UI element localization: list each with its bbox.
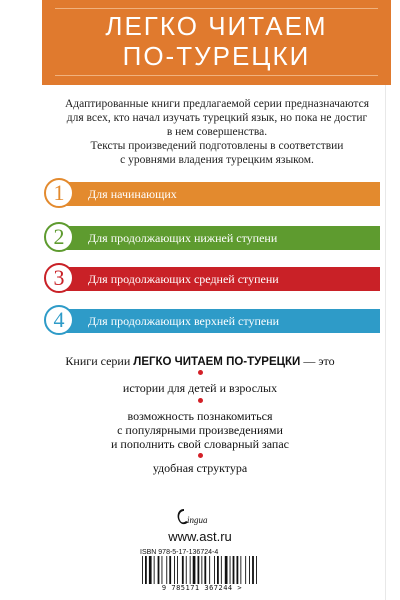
intro-line: Адаптированные книги предлагаемой серии предназначаются: [65, 98, 369, 110]
svg-text:ingua: ingua: [187, 515, 208, 525]
level-row-4: [44, 305, 380, 337]
barcode-bar: [193, 556, 196, 584]
level-label: Для продолжающих нижней ступени: [88, 231, 278, 245]
publisher-website: www.ast.ru: [168, 529, 232, 544]
lingua-logo: [170, 506, 230, 528]
series-title-line-1: ЛЕГКО ЧИТАЕМ: [105, 11, 328, 41]
level-row-2: [44, 222, 380, 254]
level-label: Для начинающих: [88, 187, 177, 201]
books-series-name: ЛЕГКО ЧИТАЕМ ПО-ТУРЕЦКИ: [133, 356, 301, 368]
books-heading-prefix: Книги серии: [65, 354, 134, 368]
level-number-badge: 4: [44, 305, 74, 335]
barcode-bar: [237, 556, 239, 584]
barcode-bar: [252, 556, 254, 584]
barcode-bar: [169, 556, 171, 584]
bullet-dot: [198, 370, 203, 375]
barcode-bar: [182, 556, 184, 584]
level-label: Для продолжающих верхней ступени: [88, 314, 280, 328]
barcode-bar: [174, 556, 175, 584]
barcode-bar: [230, 556, 231, 584]
feature-item-line: возможность познакомиться: [127, 409, 273, 423]
books-heading: [0, 354, 400, 369]
header-top-rule: [55, 8, 378, 9]
barcode-bar: [198, 556, 200, 584]
header-bottom-rule: [55, 75, 378, 76]
barcode-bar: [190, 556, 191, 584]
level-row-1: [44, 178, 380, 210]
isbn-text: ISBN 978-5-17-136724-4: [140, 549, 219, 556]
bullet-dot: [198, 398, 203, 403]
series-header: [42, 0, 391, 85]
barcode-bar: [142, 556, 143, 584]
barcode-bar: [240, 556, 241, 584]
feature-item-line: с популярными произведениями: [117, 423, 283, 437]
barcode-bar: [225, 556, 228, 584]
feature-item: удобная структура: [152, 461, 248, 475]
intro-line: с уровнями владения турецким языком.: [120, 154, 314, 166]
barcode: [140, 556, 264, 584]
barcode-digits: 9 785171 367244 >: [161, 584, 243, 592]
barcode-bar: [145, 556, 147, 584]
intro-line: в нем совершенства.: [166, 126, 268, 138]
series-title-line-2: ПО-ТУРЕЦКИ: [122, 41, 311, 71]
cover-spine: [385, 0, 400, 600]
barcode-bar: [209, 556, 210, 584]
intro-line: Тексты произведений подготовлены в соответствии: [90, 140, 344, 152]
feature-item-line: и пополнить свой словарный запас: [110, 437, 290, 451]
barcode-bar: [149, 556, 152, 584]
feature-item: истории для детей и взрослых: [122, 381, 278, 395]
level-row-3: [44, 263, 380, 295]
level-number-badge: 2: [44, 222, 74, 252]
level-label: Для продолжающих средней ступени: [88, 272, 279, 286]
barcode-bar: [249, 556, 250, 584]
barcode-bar: [221, 556, 222, 584]
barcode-bar: [166, 556, 167, 584]
intro-line: для всех, кто начал изучать турецкий язык, но пока не достиг: [66, 112, 368, 124]
level-number-badge: 1: [44, 178, 74, 208]
bullet-dot: [198, 453, 203, 458]
barcode-bar: [217, 556, 219, 584]
barcode-bar: [233, 556, 235, 584]
intro-text: [52, 97, 382, 167]
barcode-bar: [158, 556, 160, 584]
barcode-bar: [186, 556, 187, 584]
level-number-badge: 3: [44, 263, 74, 293]
barcode-bar: [214, 556, 215, 584]
barcode-bar: [201, 556, 202, 584]
barcode-bar: [154, 556, 155, 584]
barcode-bar: [162, 556, 163, 584]
barcode-bar: [177, 556, 178, 584]
books-heading-suffix: — это: [300, 354, 335, 368]
barcode-bar: [256, 556, 257, 584]
barcode-bar: [245, 556, 246, 584]
barcode-bar: [204, 556, 206, 584]
